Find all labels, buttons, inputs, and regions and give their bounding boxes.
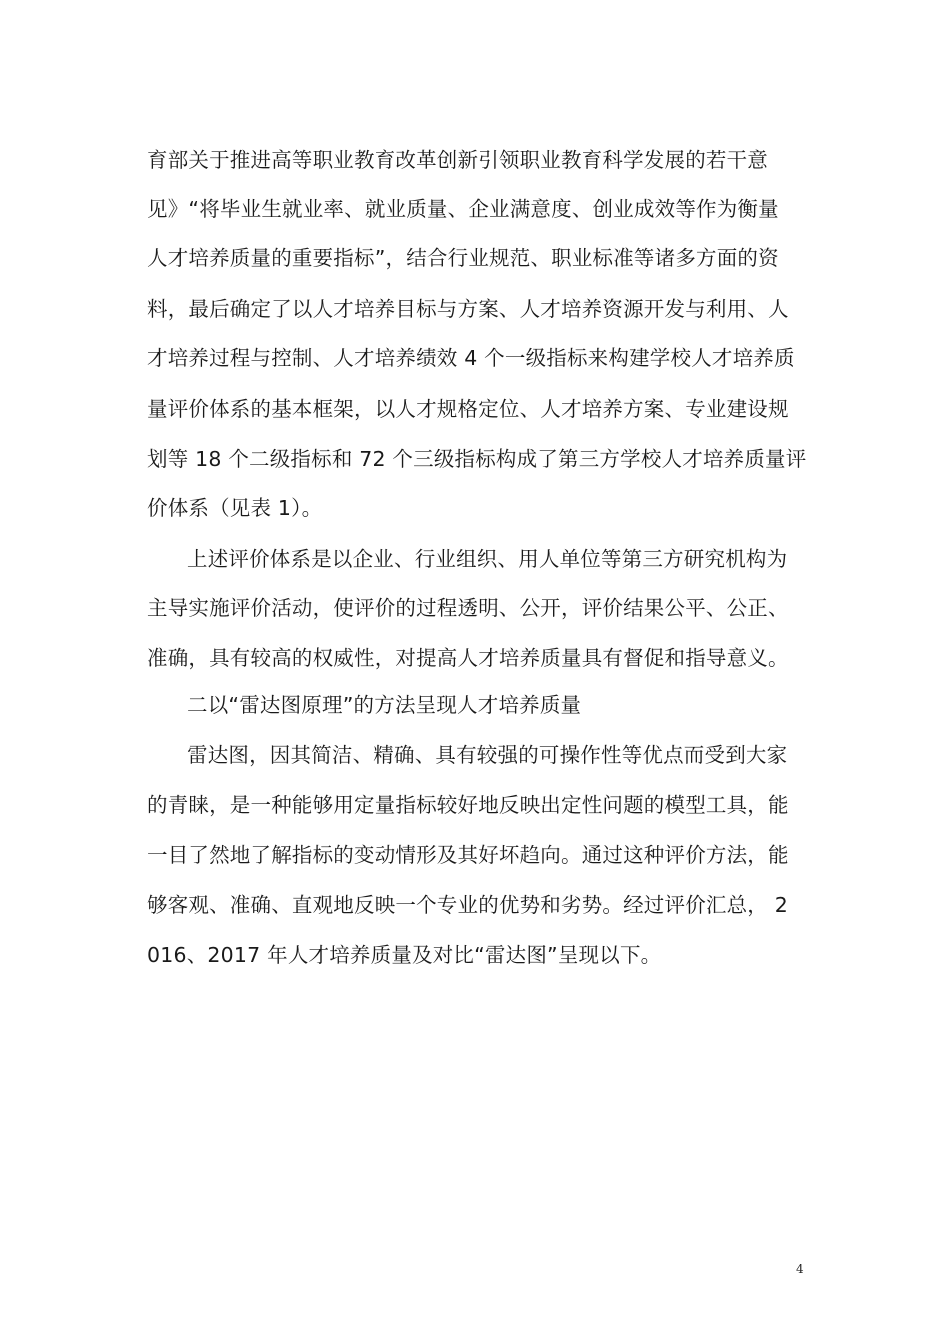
text-line: 人才培养质量的重要指标”，结合行业规范、职业标准等诸多方面的资 bbox=[147, 246, 779, 270]
text-line: 016、2017 年人才培养质量及对比“雷达图”呈现以下。 bbox=[147, 943, 662, 967]
text-line: 料，最后确定了以人才培养目标与方案、人才培养资源开发与利用、人 bbox=[147, 297, 789, 321]
text-line: 的青睐，是一种能够用定量指标较好地反映出定性问题的模型工具，能 bbox=[147, 793, 789, 817]
text-line: 够客观、准确、直观地反映一个专业的优势和劣势。经过评价汇总， 2 bbox=[147, 893, 788, 917]
text-line: 才培养过程与控制、人才培养绩效 4 个一级指标来构建学校人才培养质 bbox=[147, 346, 795, 370]
page-number: 4 bbox=[796, 1262, 804, 1276]
text-line: 划等 18 个二级指标和 72 个三级指标构成了第三方学校人才培养质量评 bbox=[147, 447, 807, 471]
paragraph-first-line: 上述评价体系是以企业、行业组织、用人单位等第三方研究机构为 bbox=[187, 547, 788, 571]
paragraph-first-line: 雷达图，因其简洁、精确、具有较强的可操作性等优点而受到大家 bbox=[187, 743, 788, 767]
text-line: 价体系（见表 1）。 bbox=[147, 496, 323, 520]
text-line: 准确，具有较高的权威性，对提高人才培养质量具有督促和指导意义。 bbox=[147, 646, 789, 670]
text-line: 见》“将毕业生就业率、就业质量、企业满意度、创业成效等作为衡量 bbox=[147, 197, 779, 221]
text-line: 量评价体系的基本框架，以人才规格定位、人才培养方案、专业建设规 bbox=[147, 397, 789, 421]
text-line: 一目了然地了解指标的变动情形及其好坏趋向。通过这种评价方法，能 bbox=[147, 843, 789, 867]
text-line: 主导实施评价活动，使评价的过程透明、公开，评价结果公平、公正、 bbox=[147, 596, 789, 620]
section-heading: 二以“雷达图原理”的方法呈现人才培养质量 bbox=[187, 693, 582, 717]
text-line: 育部关于推进高等职业教育改革创新引领职业教育科学发展的若干意 bbox=[147, 148, 768, 172]
